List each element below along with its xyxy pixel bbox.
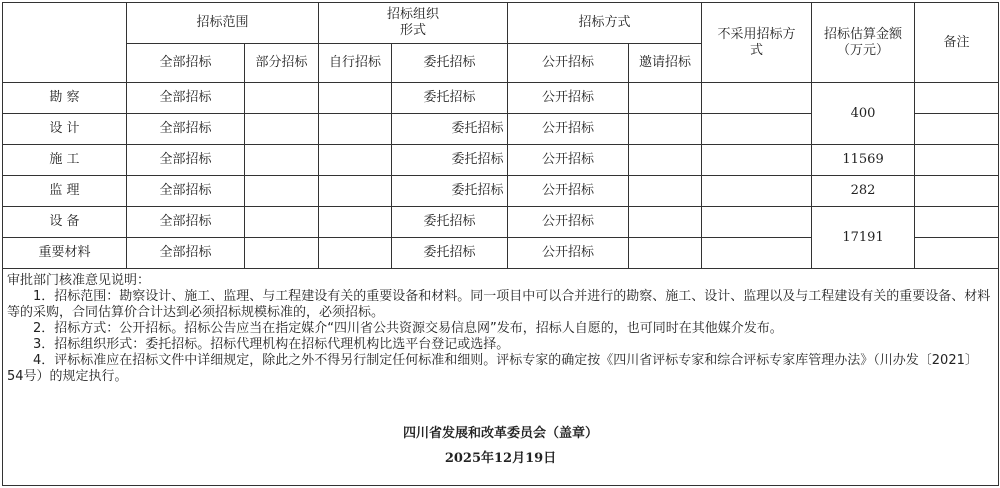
header-not-adopted xyxy=(702,3,812,83)
header-estimate-line2: （万元） xyxy=(837,42,890,58)
org-cell: 委托招标 xyxy=(392,114,508,145)
method-cell: 公开招标 xyxy=(508,176,629,207)
bidding-table xyxy=(2,2,999,486)
header-scope: 招标范围 xyxy=(127,3,319,44)
header-not-adopted-line2: 式 xyxy=(750,42,764,58)
not-adopted-cell xyxy=(702,238,812,269)
org-cell: 委托招标 xyxy=(392,207,508,238)
header-corner xyxy=(3,3,127,83)
row-label: 设 计 xyxy=(3,114,127,145)
not-adopted-cell xyxy=(702,145,812,176)
remark-cell xyxy=(915,114,999,145)
partial-cell xyxy=(245,207,319,238)
remark-cell xyxy=(915,207,999,238)
invited-cell xyxy=(629,114,702,145)
approval-notes xyxy=(3,269,999,486)
scope-cell: 全部招标 xyxy=(127,238,245,269)
table-row-survey xyxy=(3,83,999,114)
header-estimate-line1: 招标估算金额 xyxy=(824,26,903,42)
org-cell: 委托招标 xyxy=(392,238,508,269)
self-cell xyxy=(319,207,392,238)
row-label: 设 备 xyxy=(3,207,127,238)
method-cell: 公开招标 xyxy=(508,114,629,145)
not-adopted-cell xyxy=(702,83,812,114)
header-estimate xyxy=(812,3,915,83)
amount-construction: 11569 xyxy=(812,145,915,176)
partial-cell xyxy=(245,145,319,176)
header-full-bidding: 全部招标 xyxy=(127,44,245,83)
header-entrusted-bidding: 委托招标 xyxy=(392,44,508,83)
method-cell: 公开招标 xyxy=(508,238,629,269)
note-item-org-form: 3．招标组织形式：委托招标。招标代理机构在招标代理机构比选平台登记或选择。 xyxy=(33,337,510,352)
method-cell: 公开招标 xyxy=(508,83,629,114)
scope-cell: 全部招标 xyxy=(127,114,245,145)
row-label: 勘 察 xyxy=(3,83,127,114)
note-item-scope: 1．招标范围：勘察设计、施工、监理、与工程建设有关的重要设备和材料。同一项目中可以合并进行的勘察、施工、设计、监理以及与工程建设有关的重要设备、材料等的采购，合同估算价合计达到必须招标规模标准的，必须招标。 xyxy=(7,289,991,320)
row-label: 监 理 xyxy=(3,176,127,207)
remark-cell xyxy=(915,176,999,207)
header-org-form xyxy=(319,3,508,44)
header-invited-bidding: 邀请招标 xyxy=(629,44,702,83)
org-cell: 委托招标 xyxy=(392,145,508,176)
amount-supervision: 282 xyxy=(812,176,915,207)
header-row-1 xyxy=(3,3,999,44)
header-method: 招标方式 xyxy=(508,3,702,44)
invited-cell xyxy=(629,207,702,238)
note-item-evaluation: 4．评标标准应在招标文件中详细规定，除此之外不得另行制定任何标准和细则。评标专家的确定按《四川省评标专家和综合评标专家库管理办法》（川办发〔2021〕54号）的规定执行。 xyxy=(7,353,978,384)
signature-date: 2025年12月19日 xyxy=(444,451,557,466)
method-cell: 公开招标 xyxy=(508,207,629,238)
amount-survey-design: 400 xyxy=(812,83,915,145)
not-adopted-cell xyxy=(702,207,812,238)
header-org-form-line2: 形式 xyxy=(400,23,427,38)
invited-cell xyxy=(629,145,702,176)
org-cell: 委托招标 xyxy=(392,83,508,114)
invited-cell xyxy=(629,176,702,207)
self-cell xyxy=(319,176,392,207)
not-adopted-cell xyxy=(702,114,812,145)
remark-cell xyxy=(915,83,999,114)
self-cell xyxy=(319,238,392,269)
amount-equipment-materials: 17191 xyxy=(812,207,915,269)
scope-cell: 全部招标 xyxy=(127,145,245,176)
header-not-adopted-line1: 不采用招标方 xyxy=(717,26,796,42)
invited-cell xyxy=(629,83,702,114)
partial-cell xyxy=(245,238,319,269)
table-row-equipment xyxy=(3,207,999,238)
table-row-supervision xyxy=(3,176,999,207)
row-label: 重要材料 xyxy=(3,238,127,269)
note-item-method: 2．招标方式：公开招标。招标公告应当在指定媒介“四川省公共资源交易信息网”发布，招标人自愿的，也可同时在其他媒介发布。 xyxy=(33,321,783,336)
scope-cell: 全部招标 xyxy=(127,176,245,207)
scope-cell: 全部招标 xyxy=(127,83,245,114)
invited-cell xyxy=(629,238,702,269)
self-cell xyxy=(319,83,392,114)
row-label: 施 工 xyxy=(3,145,127,176)
not-adopted-cell xyxy=(702,176,812,207)
approval-document xyxy=(2,2,998,486)
header-partial-bidding: 部分招标 xyxy=(245,44,319,83)
header-open-bidding: 公开招标 xyxy=(508,44,629,83)
header-org-form-line1: 招标组织 xyxy=(387,7,440,22)
notes-title: 审批部门核准意见说明： xyxy=(7,273,151,288)
org-cell: 委托招标 xyxy=(392,176,508,207)
partial-cell xyxy=(245,114,319,145)
method-cell: 公开招标 xyxy=(508,145,629,176)
remark-cell xyxy=(915,238,999,269)
self-cell xyxy=(319,114,392,145)
partial-cell xyxy=(245,83,319,114)
signatory: 四川省发展和改革委员会（盖章） xyxy=(403,426,599,441)
scope-cell: 全部招标 xyxy=(127,207,245,238)
notes-row xyxy=(3,269,999,486)
partial-cell xyxy=(245,176,319,207)
self-cell xyxy=(319,145,392,176)
header-self-bidding: 自行招标 xyxy=(319,44,392,83)
table-row-construction xyxy=(3,145,999,176)
remark-cell xyxy=(915,145,999,176)
header-remark: 备注 xyxy=(915,3,999,83)
